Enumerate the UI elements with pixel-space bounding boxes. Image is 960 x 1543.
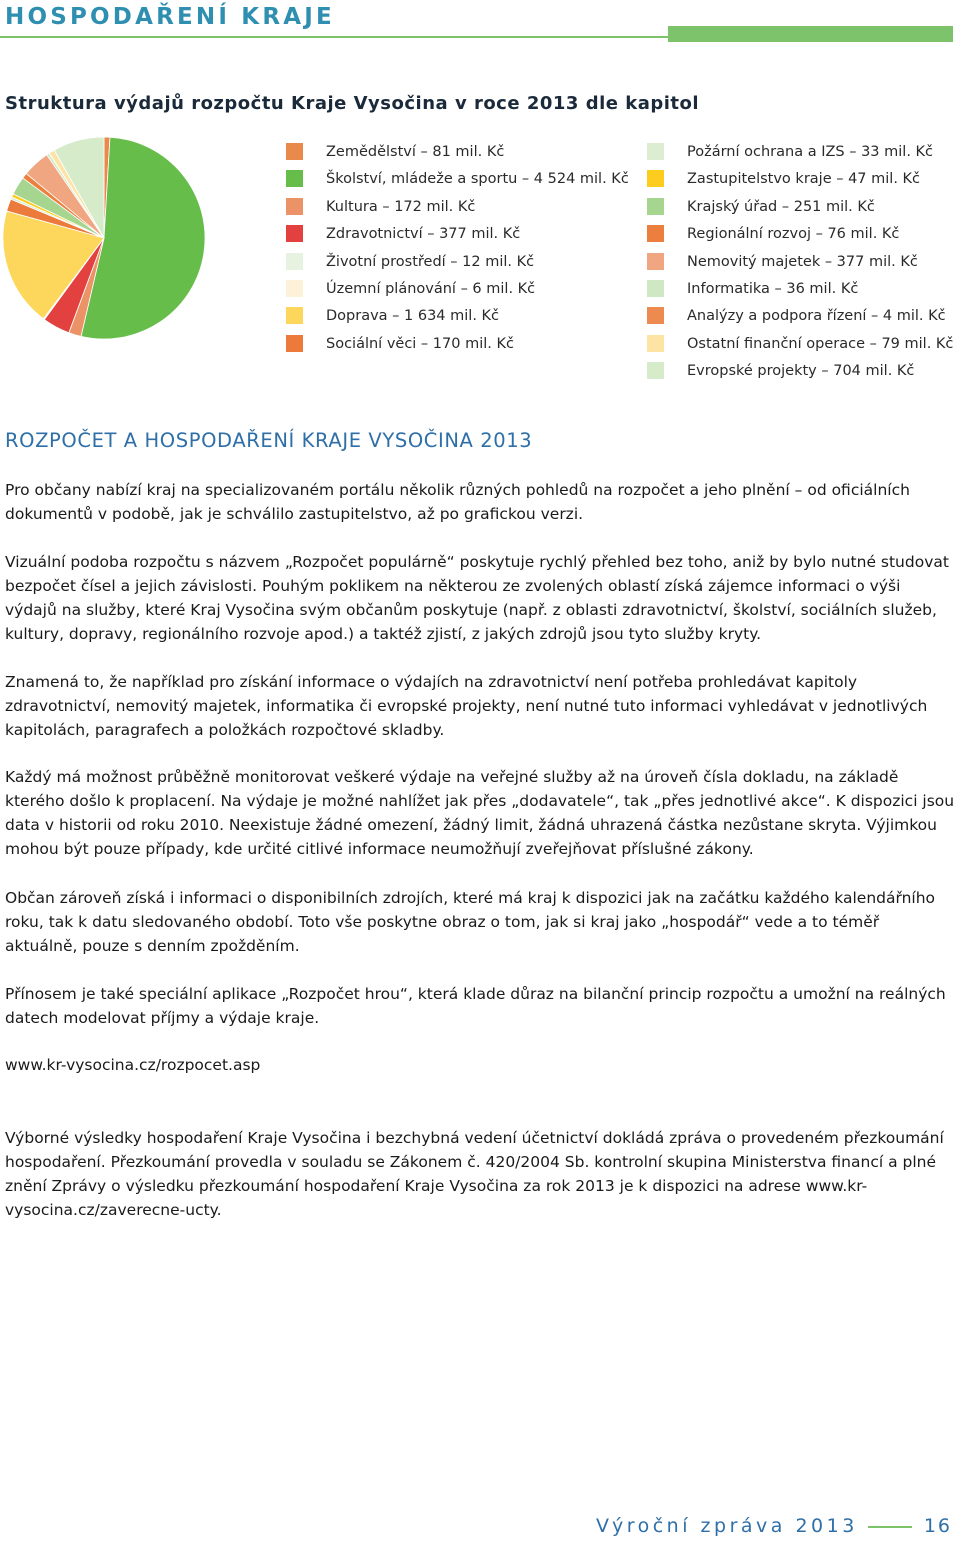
section-heading: ROZPOČET A HOSPODAŘENÍ KRAJE VYSOČINA 2013 (5, 429, 533, 452)
legend-swatch (286, 170, 303, 187)
legend-label: Kultura – 172 mil. Kč (326, 198, 476, 215)
legend-label: Analýzy a podpora řízení – 4 mil. Kč (687, 308, 946, 325)
legend-swatch (647, 143, 664, 160)
legend-label: Zdravotnictví – 377 mil. Kč (326, 226, 521, 243)
paragraph-audit: Výborné výsledky hospodaření Kraje Vysočina i bezchybná vedení účetnictví dokládá zpráva o provedeném přezkoumání hospodaření. Přezkoumání provedla v souladu se Zákonem č. 420/2004 Sb. kontrolní skupina Ministerstva financí a plné znění Zprávy o výsledku přezkoumání hospodaření Kraje Vysočina za rok 2013 je k dispozici na adrese www.kr-vysocina.cz/zaverecne-ucty. (5, 1129, 944, 1219)
legend-swatch (647, 170, 664, 187)
chart-title: Struktura výdajů rozpočtu Kraje Vysočina v roce 2013 dle kapitol (5, 93, 700, 114)
legend-label: Zastupitelstvo kraje – 47 mil. Kč (687, 171, 921, 188)
legend-swatch (647, 253, 664, 270)
legend-label: Evropské projekty – 704 mil. Kč (687, 363, 915, 380)
legend-swatch (647, 307, 664, 324)
legend-label: Životní prostředí – 12 mil. Kč (326, 253, 535, 270)
legend-swatch (647, 225, 664, 242)
paragraph-example: Znamená to, že například pro získání informace o výdajích na zdravotnictví není potřeba prohledávat kapitoly zdravotnictví, nemovitý majetek, informatika či evropské projekty, není nutné tuto informaci vyhledávat v jednotlivých kapitolách, paragrafech a položkách rozpočtové skladby. (5, 673, 928, 739)
legend-swatch (647, 335, 664, 352)
page-footer (596, 1515, 952, 1537)
legend-label: Požární ochrana a IZS – 33 mil. Kč (687, 144, 934, 160)
legend-label: Krajský úřad – 251 mil. Kč (687, 198, 875, 215)
legend-swatch (286, 253, 303, 270)
page-number: 16 (923, 1515, 952, 1537)
legend-label: Ostatní finanční operace – 79 mil. Kč (687, 335, 954, 352)
header-rule (0, 36, 668, 38)
budget-link[interactable]: www.kr-vysocina.cz/rozpocet.asp (5, 1056, 261, 1074)
legend-label: Regionální rozvoj – 76 mil. Kč (687, 226, 900, 243)
legend-swatch (647, 280, 664, 297)
paragraph-intro: Pro občany nabízí kraj na specializovaném portálu několik různých pohledů na rozpočet a jeho plnění – od oficiálních dokumentů v podobě, jak je schválilo zastupitelstvo, až po grafickou verzi. (5, 481, 910, 523)
legend-label: Doprava – 1 634 mil. Kč (326, 308, 500, 325)
legend-label: Nemovitý majetek – 377 mil. Kč (687, 253, 918, 270)
legend-label: Školství, mládeže a sportu – 4 524 mil. Kč (326, 171, 629, 188)
paragraph-resources: Občan zároveň získá i informaci o disponibilních zdrojích, které má kraj k dispozici jak na začátku každého kalendářního roku, tak k datu sledovaného období. Toto vše poskytne obraz o tom, jak si kraj jako „hospodář“ vede a to téměř aktuálně, pouze s denním zpožděním. (5, 889, 936, 955)
pie-chart (0, 130, 230, 350)
legend-swatch (286, 198, 303, 215)
legend-label: Zemědělství – 81 mil. Kč (326, 144, 505, 160)
footer-report-title: Výroční zpráva 2013 (595, 1515, 858, 1537)
legend-swatch (286, 143, 303, 160)
legend-label: Informatika – 36 mil. Kč (687, 281, 859, 297)
section-title: HOSPODAŘENÍ KRAJE (5, 4, 335, 30)
paragraph-monitoring: Každý má možnost průběžně monitorovat veškeré výdaje na veřejné služby až na úroveň čísla dokladu, na základě kterého došlo k proplacení. Na výdaje je možné nahlížet jak přes „dodavatele“, tak „přes jednotlivé akce“. K dispozici jsou data v historii od roku 2010. Neexistuje žádné omezení, žádný limit, žádná uhrazená částka nezůstane skryta. Výjimkou mohou být pouze případy, kde určité citlivé informace neumožňují zveřejňovat příslušné zákony. (5, 768, 955, 858)
legend-swatch (286, 335, 303, 352)
footer-dash (868, 1526, 912, 1528)
legend-swatch (286, 280, 303, 297)
legend-swatch (647, 198, 664, 215)
legend-swatch (647, 362, 664, 379)
legend-label: Územní plánování – 6 mil. Kč (326, 281, 536, 297)
paragraph-game: Přínosem je také speciální aplikace „Rozpočet hrou“, která klade důraz na bilanční princip rozpočtu a umožní na reálných datech modelovat příjmy a výdaje kraje. (5, 985, 946, 1027)
legend-label: Sociální věci – 170 mil. Kč (326, 335, 514, 352)
header-accent-bar (668, 26, 953, 42)
paragraph-visual: Vizuální podoba rozpočtu s názvem „Rozpočet populárně“ poskytuje rychlý přehled bez toho, aniž by bylo nutné studovat bezpočet čísel a jejich závislosti. Pouhým poklikem na některou ze zvolených oblastí získá zájemce informaci o výši výdajů na služby, které Kraj Vysočina svým občanům poskytuje (např. z oblasti zdravotnictví, školství, sociálních služeb, kultury, dopravy, regionálního rozvoje apod.) a taktéž zjistí, z jakých zdrojů jsou tyto služby kryty. (5, 553, 949, 643)
legend-swatch (286, 225, 303, 242)
legend-swatch (286, 307, 303, 324)
